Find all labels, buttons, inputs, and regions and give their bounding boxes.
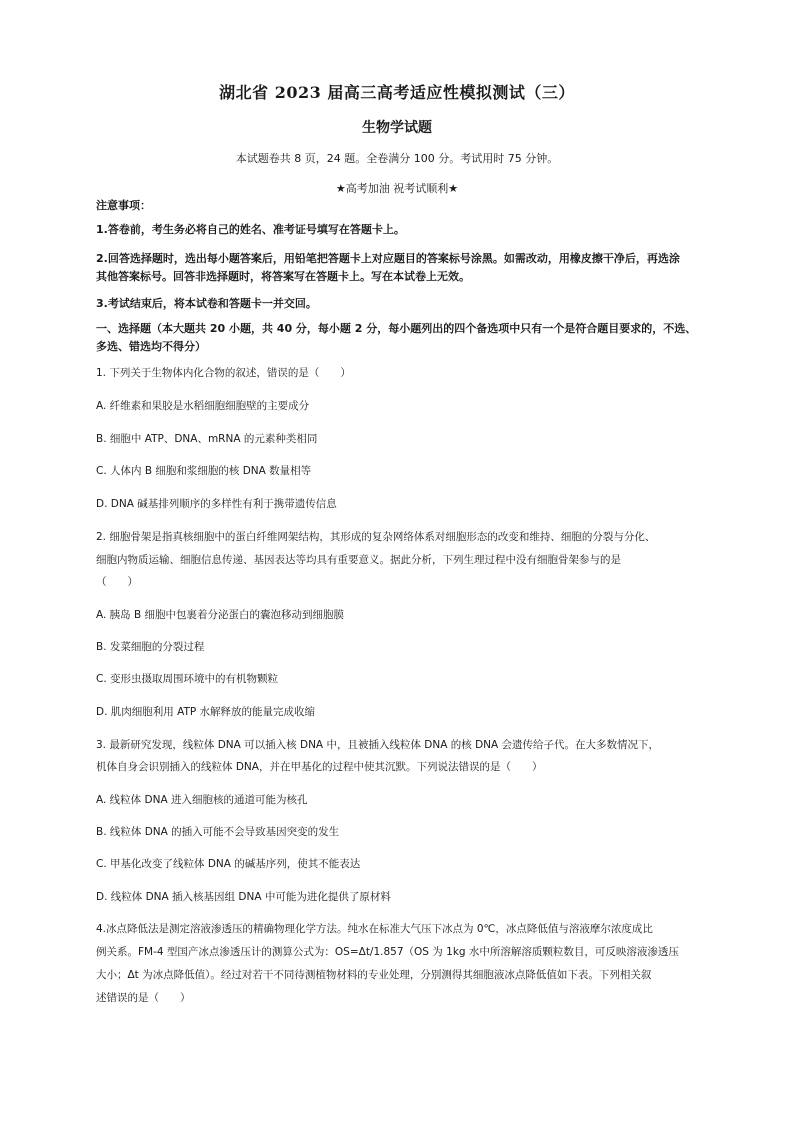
q2-stem-line-2: 细胞内物质运输、细胞信息传递、基因表达等均具有重要意义。据此分析，下列生理过程中没有细胞骨架参与的是 <box>96 554 621 566</box>
notes-item-2-line-2: 其他答案标号。回答非选择题时，将答案写在答题卡上。写在本试卷上无效。 <box>96 270 470 283</box>
q1-option-d: D. DNA 碱基排列顺序的多样性有利于携带遗传信息 <box>96 498 337 510</box>
q1-stem: 1. 下列关于生物体内化合物的叙述，错误的是（ ） <box>96 367 351 379</box>
q3-stem-line-2: 机体自身会识别插入的线粒体 DNA，并在甲基化的过程中使其沉默。下列说法错误的是（ ） <box>96 761 543 773</box>
q1-option-c: C. 人体内 B 细胞和浆细胞的核 DNA 数量相等 <box>96 465 312 477</box>
section-heading-line-1: 一、选择题（本大题共 20 小题，共 40 分，每小题 2 分，每小题列出的四个备选项中只有一个是符合题目要求的，不选、 <box>96 322 697 335</box>
q2-option-b: B. 发菜细胞的分裂过程 <box>96 641 205 653</box>
q3-stem-line-1: 3. 最新研究发现，线粒体 DNA 可以插入核 DNA 中，且被插入线粒体 DNA 的核 DNA 会遗传给子代。在大多数情况下， <box>96 739 660 751</box>
q4-stem-line-1: 4.冰点降低法是测定溶液渗透压的精确物理化学方法。纯水在标准大气压下冰点为 0℃，冰点降低值与溶液摩尔浓度成比 <box>96 923 653 935</box>
q4-stem-line-4: 述错误的是（ ） <box>96 992 191 1004</box>
exam-info: 本试题卷共 8 页，24 题。全卷满分 100 分。考试用时 75 分钟。 <box>235 152 559 165</box>
q1-option-a: A. 纤维素和果胶是水稻细胞细胞壁的主要成分 <box>96 400 310 412</box>
exam-subtitle: 生物学试题 <box>362 120 432 136</box>
q2-option-a: A. 胰岛 B 细胞中包裹着分泌蛋白的囊泡移动到细胞膜 <box>96 609 345 621</box>
q4-stem-line-3: 大小；Δt 为冰点降低值）。经过对若干不同待测植物材料的专业处理，分别测得其细胞液冰点降低值如下表。下列相关叙 <box>96 969 652 981</box>
q2-stem-line-1: 2. 细胞骨架是指真核细胞中的蛋白纤维网架结构，其形成的复杂网络体系对细胞形态的改变和维持、细胞的分裂与分化、 <box>96 531 656 543</box>
section-heading-line-2: 多选、错选均不得分） <box>96 340 206 353</box>
q3-option-a: A. 线粒体 DNA 进入细胞核的通道可能为核孔 <box>96 794 308 806</box>
notes-heading: 注意事项： <box>96 199 151 212</box>
notes-item-1: 1.答卷前，考生务必将自己的姓名、准考证号填写在答题卡上。 <box>96 223 405 236</box>
q3-option-c: C. 甲基化改变了线粒体 DNA 的碱基序列，使其不能表达 <box>96 858 361 870</box>
exam-title: 湖北省 2023 届高三高考适应性模拟测试（三） <box>219 83 575 102</box>
good-luck-banner: ★高考加油 祝考试顺利★ <box>335 182 459 195</box>
q2-option-c: C. 变形虫摄取周围环境中的有机物颗粒 <box>96 673 279 685</box>
q3-option-b: B. 线粒体 DNA 的插入可能不会导致基因突变的发生 <box>96 826 340 838</box>
notes-item-3: 3.考试结束后，将本试卷和答题卡一并交回。 <box>96 297 317 310</box>
notes-item-2-line-1: 2.回答选择题时，选出每小题答案后，用铅笔把答题卡上对应题目的答案标号涂黑。如需改动，用橡皮擦干净后，再选涂 <box>96 252 680 265</box>
q2-option-d: D. 肌肉细胞利用 ATP 水解释放的能量完成收缩 <box>96 706 316 718</box>
q2-stem-line-3: （ ） <box>96 576 138 588</box>
q3-option-d: D. 线粒体 DNA 插入核基因组 DNA 中可能为进化提供了原材料 <box>96 891 391 903</box>
q1-option-b: B. 细胞中 ATP、DNA、mRNA 的元素种类相同 <box>96 433 318 445</box>
q4-stem-line-2: 例关系。FM-4 型国产冰点渗透压计的测算公式为：OS=Δt/1.857（OS 为 1kg 水中所溶解溶质颗粒数目，可反映溶液渗透压 <box>96 946 679 958</box>
